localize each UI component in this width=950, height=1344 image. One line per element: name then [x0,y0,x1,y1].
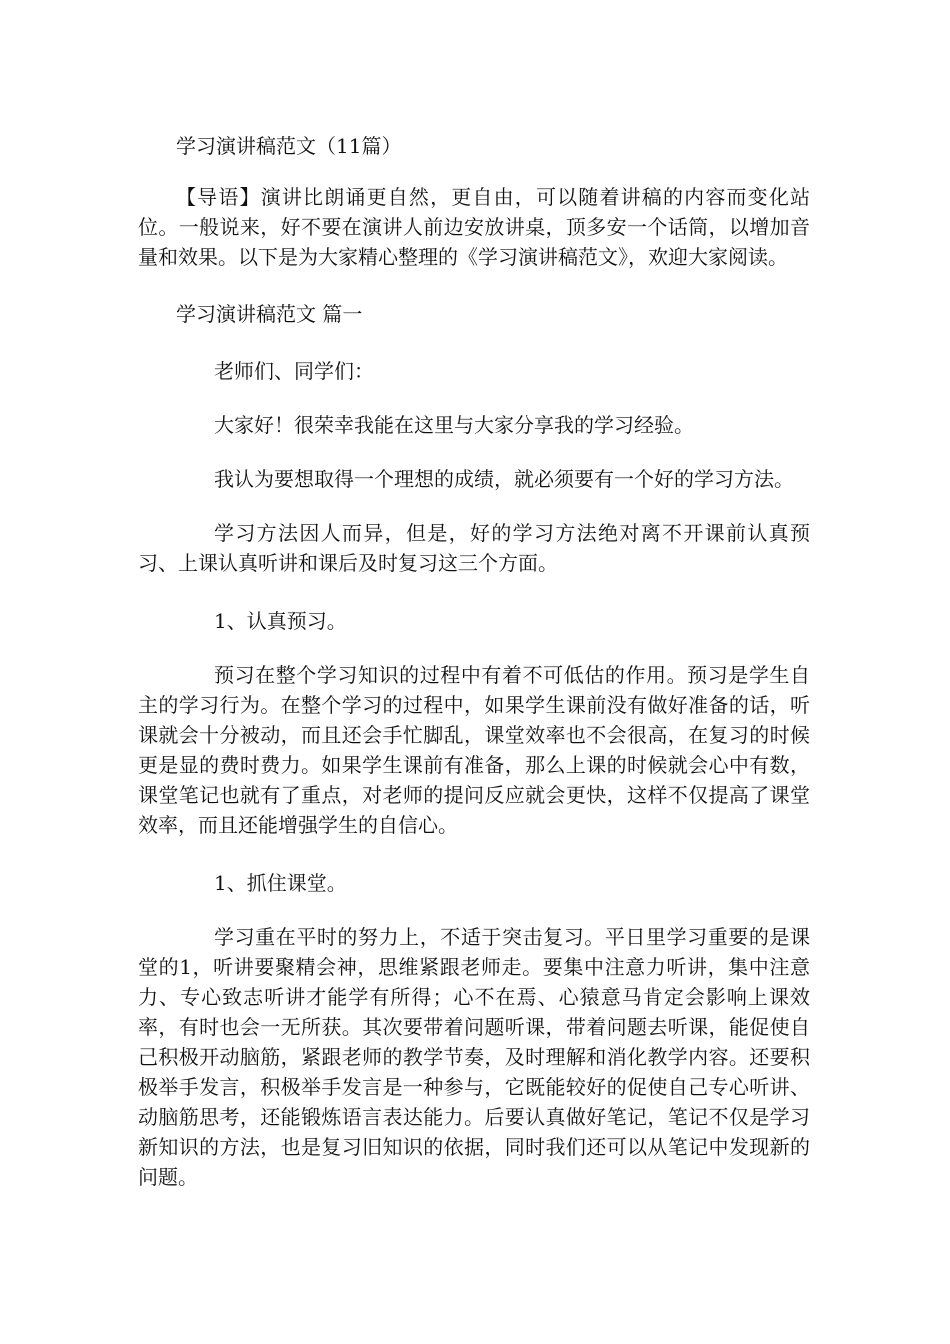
intro-label: 【导语】 [176,185,261,209]
intro-paragraph [138,182,810,272]
preview-paragraph: 预习在整个学习知识的过程中有着不可低估的作用。预习是学生自主的学习行为。在整个学习的过程中，如果学生课前没有做好准备的话，听课就会十分被动，而且还会手忙脚乱，课堂效率也不会很高，在复习的时候更是显的费时费力。如果学生课前有准备，那么上课的时候就会心中有数，课堂笔记也就有了重点，对老师的提问反应就会更快，这样不仅提高了课堂效率，而且还能增强学生的自信心。 [138,663,810,837]
document-title: 学习演讲稿范文（11篇） [176,134,402,158]
methods-paragraph: 学习方法因人而异，但是，好的学习方法绝对离不开课前认真预习、上课认真听讲和课后及时复习这三个方面。 [138,521,810,575]
thesis-paragraph: 我认为要想取得一个理想的成绩，就必须要有一个好的学习方法。 [214,467,794,491]
intro-text: 演讲比朗诵更自然，更自由，可以随着讲稿的内容而变化站位。一般说来，好不要在演讲人前边安放讲桌，顶多安一个话筒，以增加音量和效果。以下是为大家精心整理的《学习演讲稿范文》，欢迎大家阅读。 [138,185,811,269]
point-heading-classroom: 1、抓住课堂。 [214,871,347,895]
greeting-paragraph: 大家好！很荣幸我能在这里与大家分享我的学习经验。 [214,413,694,437]
point-heading-preview: 1、认真预习。 [214,609,347,633]
section-heading: 学习演讲稿范文 篇一 [176,302,363,326]
classroom-paragraph: 学习重在平时的努力上，不适于突击复习。平日里学习重要的是课堂的1，听讲要聚精会神，思维紧跟老师走。要集中注意力听讲，集中注意力、专心致志听讲才能学有所得；心不在焉、心猿意马肯定会影响上课效率，有时也会一无所获。其次要带着问题听课，带着问题去听课，能促使自己积极开动脑筋，紧跟老师的教学节奏，及时理解和消化教学内容。还要积极举手发言，积极举手发言是一种参与，它既能较好的促使自己专心听讲、动脑筋思考，还能锻炼语言表达能力。后要认真做好笔记，笔记不仅是学习新知识的方法，也是复习旧知识的依据，同时我们还可以从笔记中发现新的问题。 [138,925,810,1189]
document-page [138,128,810,1192]
salutation: 老师们、同学们： [214,359,374,383]
